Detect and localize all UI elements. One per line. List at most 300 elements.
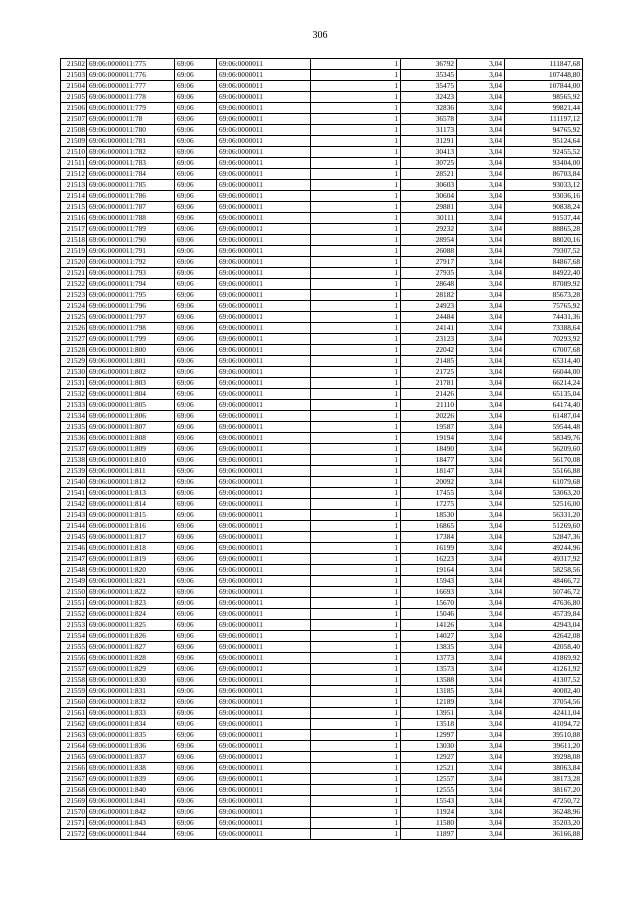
count-cell: 1 bbox=[311, 796, 401, 807]
table-row bbox=[61, 598, 583, 609]
cadastral-number-cell: 69:06:0000011:824 bbox=[87, 609, 175, 620]
table-row bbox=[61, 433, 583, 444]
cadastral-number-cell: 69:06:0000011:816 bbox=[87, 521, 175, 532]
rate-cell: 3,04 bbox=[457, 752, 505, 763]
count-cell: 1 bbox=[311, 81, 401, 92]
quarter-code-cell: 69:06:0000011 bbox=[217, 829, 311, 840]
district-code-cell: 69:06 bbox=[175, 169, 217, 180]
area-cell: 21781 bbox=[401, 378, 457, 389]
quarter-code-cell: 69:06:0000011 bbox=[217, 323, 311, 334]
row-number-cell: 21564 bbox=[61, 741, 87, 752]
cadastral-number-cell: 69:06:0000011:814 bbox=[87, 499, 175, 510]
row-number-cell: 21513 bbox=[61, 180, 87, 191]
area-cell: 16199 bbox=[401, 543, 457, 554]
quarter-code-cell: 69:06:0000011 bbox=[217, 631, 311, 642]
district-code-cell: 69:06 bbox=[175, 697, 217, 708]
district-code-cell: 69:06 bbox=[175, 312, 217, 323]
rate-cell: 3,04 bbox=[457, 180, 505, 191]
cadastral-number-cell: 69:06:0000011:784 bbox=[87, 169, 175, 180]
quarter-code-cell: 69:06:0000011 bbox=[217, 224, 311, 235]
quarter-code-cell: 69:06:0000011 bbox=[217, 532, 311, 543]
area-cell: 17275 bbox=[401, 499, 457, 510]
count-cell: 1 bbox=[311, 752, 401, 763]
count-cell: 1 bbox=[311, 466, 401, 477]
area-cell: 15670 bbox=[401, 598, 457, 609]
value-cell: 42642,08 bbox=[505, 631, 583, 642]
value-cell: 86703,84 bbox=[505, 169, 583, 180]
count-cell: 1 bbox=[311, 345, 401, 356]
table-body bbox=[61, 59, 583, 840]
value-cell: 39510,88 bbox=[505, 730, 583, 741]
cadastral-number-cell: 69:06:0000011:837 bbox=[87, 752, 175, 763]
rate-cell: 3,04 bbox=[457, 257, 505, 268]
quarter-code-cell: 69:06:0000011 bbox=[217, 411, 311, 422]
count-cell: 1 bbox=[311, 532, 401, 543]
district-code-cell: 69:06 bbox=[175, 81, 217, 92]
area-cell: 12521 bbox=[401, 763, 457, 774]
cadastral-number-cell: 69:06:0000011:788 bbox=[87, 213, 175, 224]
value-cell: 88020,16 bbox=[505, 235, 583, 246]
rate-cell: 3,04 bbox=[457, 499, 505, 510]
count-cell: 1 bbox=[311, 378, 401, 389]
area-cell: 18147 bbox=[401, 466, 457, 477]
row-number-cell: 21566 bbox=[61, 763, 87, 774]
quarter-code-cell: 69:06:0000011 bbox=[217, 774, 311, 785]
cadastral-number-cell: 69:06:0000011:844 bbox=[87, 829, 175, 840]
value-cell: 49244,96 bbox=[505, 543, 583, 554]
row-number-cell: 21503 bbox=[61, 70, 87, 81]
district-code-cell: 69:06 bbox=[175, 807, 217, 818]
area-cell: 28954 bbox=[401, 235, 457, 246]
area-cell: 15943 bbox=[401, 576, 457, 587]
quarter-code-cell: 69:06:0000011 bbox=[217, 125, 311, 136]
count-cell: 1 bbox=[311, 422, 401, 433]
quarter-code-cell: 69:06:0000011 bbox=[217, 521, 311, 532]
quarter-code-cell: 69:06:0000011 bbox=[217, 587, 311, 598]
rate-cell: 3,04 bbox=[457, 620, 505, 631]
area-cell: 27935 bbox=[401, 268, 457, 279]
area-cell: 13518 bbox=[401, 719, 457, 730]
quarter-code-cell: 69:06:0000011 bbox=[217, 400, 311, 411]
quarter-code-cell: 69:06:0000011 bbox=[217, 301, 311, 312]
area-cell: 29881 bbox=[401, 202, 457, 213]
quarter-code-cell: 69:06:0000011 bbox=[217, 708, 311, 719]
row-number-cell: 21569 bbox=[61, 796, 87, 807]
value-cell: 51269,60 bbox=[505, 521, 583, 532]
quarter-code-cell: 69:06:0000011 bbox=[217, 796, 311, 807]
row-number-cell: 21572 bbox=[61, 829, 87, 840]
area-cell: 12997 bbox=[401, 730, 457, 741]
count-cell: 1 bbox=[311, 301, 401, 312]
area-cell: 12927 bbox=[401, 752, 457, 763]
table-row bbox=[61, 191, 583, 202]
area-cell: 22042 bbox=[401, 345, 457, 356]
rate-cell: 3,04 bbox=[457, 521, 505, 532]
table-row bbox=[61, 466, 583, 477]
area-cell: 18477 bbox=[401, 455, 457, 466]
rate-cell: 3,04 bbox=[457, 246, 505, 257]
district-code-cell: 69:06 bbox=[175, 147, 217, 158]
value-cell: 56209,60 bbox=[505, 444, 583, 455]
district-code-cell: 69:06 bbox=[175, 224, 217, 235]
count-cell: 1 bbox=[311, 400, 401, 411]
cadastral-number-cell: 69:06:0000011:787 bbox=[87, 202, 175, 213]
district-code-cell: 69:06 bbox=[175, 477, 217, 488]
rate-cell: 3,04 bbox=[457, 829, 505, 840]
table-row bbox=[61, 708, 583, 719]
district-code-cell: 69:06 bbox=[175, 356, 217, 367]
table-row bbox=[61, 235, 583, 246]
row-number-cell: 21557 bbox=[61, 664, 87, 675]
cadastral-number-cell: 69:06:0000011:819 bbox=[87, 554, 175, 565]
area-cell: 30604 bbox=[401, 191, 457, 202]
value-cell: 107844,00 bbox=[505, 81, 583, 92]
table-row bbox=[61, 213, 583, 224]
quarter-code-cell: 69:06:0000011 bbox=[217, 356, 311, 367]
count-cell: 1 bbox=[311, 389, 401, 400]
value-cell: 50746,72 bbox=[505, 587, 583, 598]
value-cell: 90838,24 bbox=[505, 202, 583, 213]
area-cell: 35475 bbox=[401, 81, 457, 92]
row-number-cell: 21539 bbox=[61, 466, 87, 477]
quarter-code-cell: 69:06:0000011 bbox=[217, 609, 311, 620]
count-cell: 1 bbox=[311, 829, 401, 840]
table-row bbox=[61, 697, 583, 708]
district-code-cell: 69:06 bbox=[175, 202, 217, 213]
row-number-cell: 21541 bbox=[61, 488, 87, 499]
quarter-code-cell: 69:06:0000011 bbox=[217, 191, 311, 202]
table-row bbox=[61, 807, 583, 818]
table-row bbox=[61, 301, 583, 312]
rate-cell: 3,04 bbox=[457, 422, 505, 433]
table-row bbox=[61, 202, 583, 213]
value-cell: 47250,72 bbox=[505, 796, 583, 807]
cadastral-number-cell: 69:06:0000011:792 bbox=[87, 257, 175, 268]
rate-cell: 3,04 bbox=[457, 510, 505, 521]
cadastral-number-cell: 69:06:0000011:778 bbox=[87, 92, 175, 103]
value-cell: 47636,80 bbox=[505, 598, 583, 609]
area-cell: 35345 bbox=[401, 70, 457, 81]
value-cell: 56331,20 bbox=[505, 510, 583, 521]
value-cell: 61487,04 bbox=[505, 411, 583, 422]
table-row bbox=[61, 378, 583, 389]
district-code-cell: 69:06 bbox=[175, 70, 217, 81]
value-cell: 35203,20 bbox=[505, 818, 583, 829]
cadastral-number-cell: 69:06:0000011:786 bbox=[87, 191, 175, 202]
area-cell: 13951 bbox=[401, 708, 457, 719]
cadastral-number-cell: 69:06:0000011:839 bbox=[87, 774, 175, 785]
area-cell: 32836 bbox=[401, 103, 457, 114]
rate-cell: 3,04 bbox=[457, 224, 505, 235]
district-code-cell: 69:06 bbox=[175, 763, 217, 774]
row-number-cell: 21570 bbox=[61, 807, 87, 818]
district-code-cell: 69:06 bbox=[175, 598, 217, 609]
count-cell: 1 bbox=[311, 598, 401, 609]
rate-cell: 3,04 bbox=[457, 378, 505, 389]
area-cell: 21110 bbox=[401, 400, 457, 411]
table-row bbox=[61, 631, 583, 642]
value-cell: 41261,92 bbox=[505, 664, 583, 675]
table-row bbox=[61, 719, 583, 730]
value-cell: 67007,68 bbox=[505, 345, 583, 356]
quarter-code-cell: 69:06:0000011 bbox=[217, 345, 311, 356]
table-row bbox=[61, 543, 583, 554]
district-code-cell: 69:06 bbox=[175, 301, 217, 312]
count-cell: 1 bbox=[311, 576, 401, 587]
quarter-code-cell: 69:06:0000011 bbox=[217, 565, 311, 576]
table-row bbox=[61, 532, 583, 543]
count-cell: 1 bbox=[311, 202, 401, 213]
quarter-code-cell: 69:06:0000011 bbox=[217, 488, 311, 499]
value-cell: 95124,64 bbox=[505, 136, 583, 147]
cadastral-number-cell: 69:06:0000011:828 bbox=[87, 653, 175, 664]
district-code-cell: 69:06 bbox=[175, 620, 217, 631]
cadastral-number-cell: 69:06:0000011:813 bbox=[87, 488, 175, 499]
quarter-code-cell: 69:06:0000011 bbox=[217, 642, 311, 653]
value-cell: 52516,00 bbox=[505, 499, 583, 510]
value-cell: 93404,00 bbox=[505, 158, 583, 169]
cadastral-number-cell: 69:06:0000011:776 bbox=[87, 70, 175, 81]
rate-cell: 3,04 bbox=[457, 103, 505, 114]
count-cell: 1 bbox=[311, 807, 401, 818]
quarter-code-cell: 69:06:0000011 bbox=[217, 312, 311, 323]
area-cell: 20092 bbox=[401, 477, 457, 488]
table-row bbox=[61, 103, 583, 114]
cadastral-number-cell: 69:06:0000011:801 bbox=[87, 356, 175, 367]
quarter-code-cell: 69:06:0000011 bbox=[217, 543, 311, 554]
quarter-code-cell: 69:06:0000011 bbox=[217, 598, 311, 609]
count-cell: 1 bbox=[311, 290, 401, 301]
row-number-cell: 21533 bbox=[61, 400, 87, 411]
cadastral-number-cell: 69:06:0000011:780 bbox=[87, 125, 175, 136]
district-code-cell: 69:06 bbox=[175, 323, 217, 334]
area-cell: 13185 bbox=[401, 686, 457, 697]
table-row bbox=[61, 169, 583, 180]
quarter-code-cell: 69:06:0000011 bbox=[217, 807, 311, 818]
district-code-cell: 69:06 bbox=[175, 796, 217, 807]
area-cell: 28521 bbox=[401, 169, 457, 180]
quarter-code-cell: 69:06:0000011 bbox=[217, 499, 311, 510]
cadastral-number-cell: 69:06:0000011:798 bbox=[87, 323, 175, 334]
page-number: 306 bbox=[312, 30, 328, 41]
rate-cell: 3,04 bbox=[457, 576, 505, 587]
table-row bbox=[61, 92, 583, 103]
area-cell: 30111 bbox=[401, 213, 457, 224]
value-cell: 64174,40 bbox=[505, 400, 583, 411]
area-cell: 13773 bbox=[401, 653, 457, 664]
count-cell: 1 bbox=[311, 455, 401, 466]
rate-cell: 3,04 bbox=[457, 653, 505, 664]
district-code-cell: 69:06 bbox=[175, 389, 217, 400]
cadastral-number-cell: 69:06:0000011:838 bbox=[87, 763, 175, 774]
value-cell: 45739,84 bbox=[505, 609, 583, 620]
table-row bbox=[61, 763, 583, 774]
rate-cell: 3,04 bbox=[457, 741, 505, 752]
value-cell: 92455,52 bbox=[505, 147, 583, 158]
count-cell: 1 bbox=[311, 774, 401, 785]
cadastral-number-cell: 69:06:0000011:791 bbox=[87, 246, 175, 257]
row-number-cell: 21545 bbox=[61, 532, 87, 543]
row-number-cell: 21565 bbox=[61, 752, 87, 763]
row-number-cell: 21560 bbox=[61, 697, 87, 708]
table-row bbox=[61, 334, 583, 345]
quarter-code-cell: 69:06:0000011 bbox=[217, 653, 311, 664]
quarter-code-cell: 69:06:0000011 bbox=[217, 576, 311, 587]
row-number-cell: 21520 bbox=[61, 257, 87, 268]
cadastral-number-cell: 69:06:0000011:782 bbox=[87, 147, 175, 158]
district-code-cell: 69:06 bbox=[175, 433, 217, 444]
quarter-code-cell: 69:06:0000011 bbox=[217, 675, 311, 686]
rate-cell: 3,04 bbox=[457, 136, 505, 147]
district-code-cell: 69:06 bbox=[175, 103, 217, 114]
district-code-cell: 69:06 bbox=[175, 213, 217, 224]
table-row bbox=[61, 224, 583, 235]
table-row bbox=[61, 521, 583, 532]
table-row bbox=[61, 455, 583, 466]
quarter-code-cell: 69:06:0000011 bbox=[217, 433, 311, 444]
row-number-cell: 21554 bbox=[61, 631, 87, 642]
district-code-cell: 69:06 bbox=[175, 367, 217, 378]
cadastral-number-cell: 69:06:0000011:805 bbox=[87, 400, 175, 411]
quarter-code-cell: 69:06:0000011 bbox=[217, 367, 311, 378]
count-cell: 1 bbox=[311, 246, 401, 257]
row-number-cell: 21526 bbox=[61, 323, 87, 334]
area-cell: 24141 bbox=[401, 323, 457, 334]
count-cell: 1 bbox=[311, 521, 401, 532]
value-cell: 42943,04 bbox=[505, 620, 583, 631]
cadastral-number-cell: 69:06:0000011:775 bbox=[87, 59, 175, 70]
rate-cell: 3,04 bbox=[457, 59, 505, 70]
district-code-cell: 69:06 bbox=[175, 686, 217, 697]
district-code-cell: 69:06 bbox=[175, 59, 217, 70]
rate-cell: 3,04 bbox=[457, 125, 505, 136]
rate-cell: 3,04 bbox=[457, 785, 505, 796]
quarter-code-cell: 69:06:0000011 bbox=[217, 213, 311, 224]
district-code-cell: 69:06 bbox=[175, 400, 217, 411]
row-number-cell: 21571 bbox=[61, 818, 87, 829]
quarter-code-cell: 69:06:0000011 bbox=[217, 444, 311, 455]
cadastral-number-cell: 69:06:0000011:802 bbox=[87, 367, 175, 378]
table-row bbox=[61, 367, 583, 378]
quarter-code-cell: 69:06:0000011 bbox=[217, 268, 311, 279]
rate-cell: 3,04 bbox=[457, 466, 505, 477]
count-cell: 1 bbox=[311, 697, 401, 708]
rate-cell: 3,04 bbox=[457, 796, 505, 807]
value-cell: 49317,92 bbox=[505, 554, 583, 565]
area-cell: 18490 bbox=[401, 444, 457, 455]
cadastral-number-cell: 69:06:0000011:779 bbox=[87, 103, 175, 114]
rate-cell: 3,04 bbox=[457, 598, 505, 609]
count-cell: 1 bbox=[311, 763, 401, 774]
count-cell: 1 bbox=[311, 180, 401, 191]
cadastral-number-cell: 69:06:0000011:796 bbox=[87, 301, 175, 312]
area-cell: 13573 bbox=[401, 664, 457, 675]
area-cell: 17455 bbox=[401, 488, 457, 499]
area-cell: 19194 bbox=[401, 433, 457, 444]
area-cell: 15543 bbox=[401, 796, 457, 807]
quarter-code-cell: 69:06:0000011 bbox=[217, 235, 311, 246]
district-code-cell: 69:06 bbox=[175, 818, 217, 829]
rate-cell: 3,04 bbox=[457, 631, 505, 642]
row-number-cell: 21534 bbox=[61, 411, 87, 422]
district-code-cell: 69:06 bbox=[175, 631, 217, 642]
row-number-cell: 21502 bbox=[61, 59, 87, 70]
count-cell: 1 bbox=[311, 642, 401, 653]
quarter-code-cell: 69:06:0000011 bbox=[217, 730, 311, 741]
count-cell: 1 bbox=[311, 356, 401, 367]
cadastral-number-cell: 69:06:0000011:823 bbox=[87, 598, 175, 609]
value-cell: 52847,36 bbox=[505, 532, 583, 543]
district-code-cell: 69:06 bbox=[175, 752, 217, 763]
area-cell: 20226 bbox=[401, 411, 457, 422]
row-number-cell: 21543 bbox=[61, 510, 87, 521]
row-number-cell: 21518 bbox=[61, 235, 87, 246]
rate-cell: 3,04 bbox=[457, 312, 505, 323]
area-cell: 30725 bbox=[401, 158, 457, 169]
rate-cell: 3,04 bbox=[457, 675, 505, 686]
cadastral-number-cell: 69:06:0000011:800 bbox=[87, 345, 175, 356]
district-code-cell: 69:06 bbox=[175, 587, 217, 598]
rate-cell: 3,04 bbox=[457, 708, 505, 719]
row-number-cell: 21512 bbox=[61, 169, 87, 180]
rate-cell: 3,04 bbox=[457, 114, 505, 125]
cadastral-number-cell: 69:06:0000011:822 bbox=[87, 587, 175, 598]
count-cell: 1 bbox=[311, 257, 401, 268]
area-cell: 11580 bbox=[401, 818, 457, 829]
quarter-code-cell: 69:06:0000011 bbox=[217, 785, 311, 796]
quarter-code-cell: 69:06:0000011 bbox=[217, 169, 311, 180]
cadastral-number-cell: 69:06:0000011:812 bbox=[87, 477, 175, 488]
quarter-code-cell: 69:06:0000011 bbox=[217, 59, 311, 70]
value-cell: 66214,24 bbox=[505, 378, 583, 389]
district-code-cell: 69:06 bbox=[175, 741, 217, 752]
rate-cell: 3,04 bbox=[457, 697, 505, 708]
quarter-code-cell: 69:06:0000011 bbox=[217, 752, 311, 763]
cadastral-number-cell: 69:06:0000011:799 bbox=[87, 334, 175, 345]
rate-cell: 3,04 bbox=[457, 477, 505, 488]
count-cell: 1 bbox=[311, 92, 401, 103]
count-cell: 1 bbox=[311, 620, 401, 631]
row-number-cell: 21550 bbox=[61, 587, 87, 598]
rate-cell: 3,04 bbox=[457, 213, 505, 224]
count-cell: 1 bbox=[311, 114, 401, 125]
quarter-code-cell: 69:06:0000011 bbox=[217, 422, 311, 433]
district-code-cell: 69:06 bbox=[175, 785, 217, 796]
cadastral-number-cell: 69:06:0000011:830 bbox=[87, 675, 175, 686]
table-row bbox=[61, 180, 583, 191]
cadastral-number-cell: 69:06:0000011:836 bbox=[87, 741, 175, 752]
row-number-cell: 21555 bbox=[61, 642, 87, 653]
value-cell: 41307,52 bbox=[505, 675, 583, 686]
area-cell: 14126 bbox=[401, 620, 457, 631]
count-cell: 1 bbox=[311, 169, 401, 180]
count-cell: 1 bbox=[311, 510, 401, 521]
rate-cell: 3,04 bbox=[457, 367, 505, 378]
value-cell: 42058,40 bbox=[505, 642, 583, 653]
count-cell: 1 bbox=[311, 543, 401, 554]
quarter-code-cell: 69:06:0000011 bbox=[217, 477, 311, 488]
table-row bbox=[61, 59, 583, 70]
value-cell: 58349,76 bbox=[505, 433, 583, 444]
table-row bbox=[61, 290, 583, 301]
rate-cell: 3,04 bbox=[457, 664, 505, 675]
cadastral-number-cell: 69:06:0000011:831 bbox=[87, 686, 175, 697]
cadastral-number-cell: 69:06:0000011:829 bbox=[87, 664, 175, 675]
district-code-cell: 69:06 bbox=[175, 488, 217, 499]
row-number-cell: 21568 bbox=[61, 785, 87, 796]
row-number-cell: 21542 bbox=[61, 499, 87, 510]
value-cell: 37054,56 bbox=[505, 697, 583, 708]
